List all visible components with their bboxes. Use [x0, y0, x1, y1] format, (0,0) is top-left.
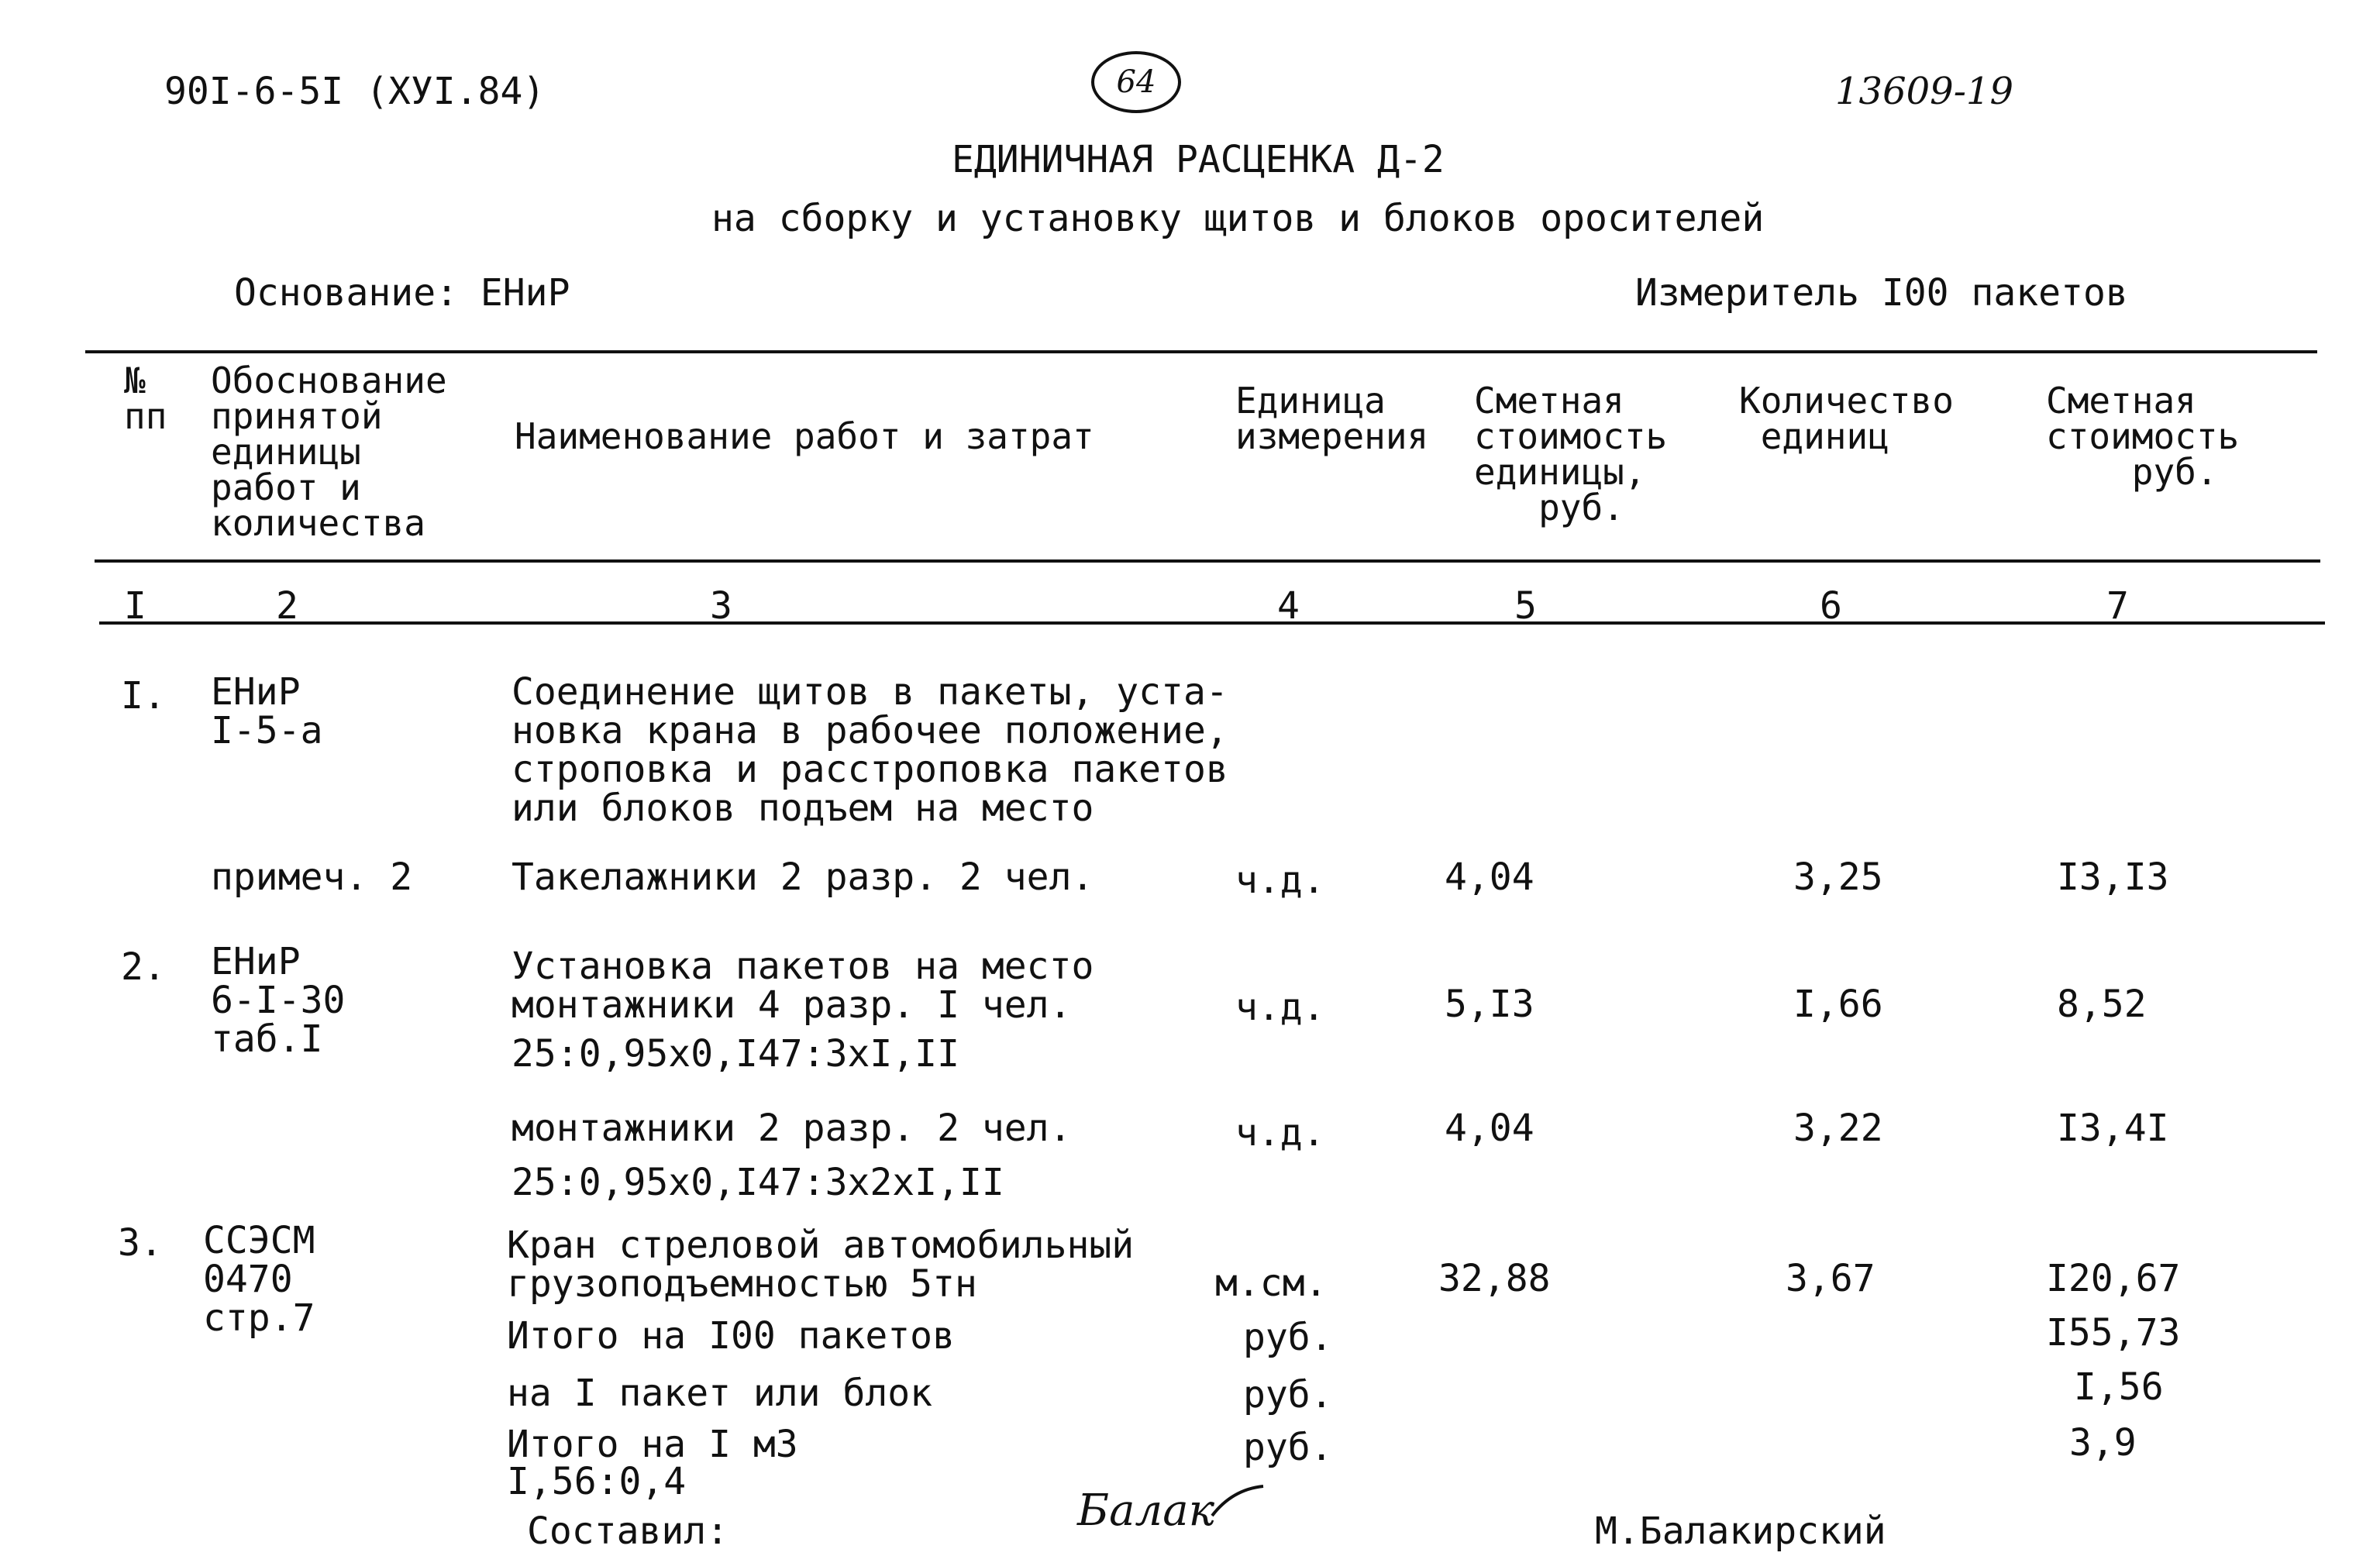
basis-label: Основание: ЕНиР [234, 271, 570, 315]
total-unit: руб. [1243, 1373, 1333, 1417]
total-unit: руб. [1243, 1316, 1333, 1359]
row-number: I. [121, 674, 166, 718]
row-number: 3. [118, 1221, 163, 1265]
compiled-by-label: Составил: [527, 1510, 729, 1553]
unit-label: Измеритель I00 пакетов [1635, 271, 2128, 315]
header-col-qty: Количество единиц [1739, 380, 1954, 457]
column-number: 2 [276, 584, 298, 628]
row-unit: ч.д. [1235, 986, 1325, 1029]
header-col-name: Наименование работ и затрат [515, 415, 1094, 457]
row-unit-price: 4,04 [1445, 1107, 1534, 1150]
table-top-rule [85, 350, 2317, 353]
row-calculation: 25:0,95x0,I47:3x2xI,II [511, 1161, 1004, 1204]
row-total: I3,I3 [2057, 855, 2169, 899]
signature-stroke [1209, 1482, 1271, 1528]
row-calculation: 25:0,95x0,I47:3xI,II [511, 1032, 959, 1076]
row-unit-price: 4,04 [1445, 855, 1534, 899]
column-numbers-rule [99, 621, 2325, 625]
row-total: I3,4I [2057, 1107, 2169, 1150]
row-work-name: Кран стреловой автомобильный грузоподъемностью 5тн [507, 1224, 1135, 1306]
row-quantity: 3,22 [1793, 1107, 1883, 1150]
row-basis: ССЭСМ 0470 стр.7 [203, 1219, 315, 1340]
compiler-name: М.Балакирский [1595, 1510, 1886, 1553]
header-col-total: Сметная стоимость руб. [2046, 380, 2240, 493]
total-label: Итого на I00 пакетов [507, 1314, 955, 1358]
row-total: I20,67 [2046, 1257, 2181, 1300]
row-work-name: Установка пакетов на место монтажники 4 разр. I чел. [511, 945, 1094, 1027]
row-work-name: Соединение щитов в пакеты, уста- новка крана в рабочее положение, строповка и расстроповка пакетов или блоков подъем на место [511, 670, 1228, 830]
total-calculation: I,56:0,4 [507, 1460, 687, 1503]
total-unit: руб. [1243, 1426, 1333, 1469]
column-number: 3 [710, 584, 732, 628]
row-quantity: 3,25 [1793, 855, 1883, 899]
row-work-name: Такелажники 2 разр. 2 чел. [511, 855, 1094, 899]
document-title: ЕДИНИЧНАЯ РАСЦЕНКА Д-2 [952, 138, 1445, 181]
column-number: 7 [2106, 584, 2129, 628]
row-quantity: 3,67 [1786, 1257, 1875, 1300]
document-subtitle: на сборку и установку щитов и блоков оросителей [711, 197, 1765, 240]
registration-number: 13609-19 [1835, 70, 2013, 113]
row-unit: ч.д. [1235, 859, 1325, 902]
header-col-price: Сметная стоимость единицы, руб. [1474, 380, 1668, 528]
row-unit: ч.д. [1235, 1111, 1325, 1155]
column-number: 5 [1514, 584, 1537, 628]
row-basis: ЕНиР 6-I-30 таб.I [211, 940, 346, 1061]
header-col-unit: Единица измерения [1235, 380, 1429, 457]
row-quantity: I,66 [1793, 983, 1883, 1026]
row-total: 8,52 [2057, 983, 2147, 1026]
header-col-num: № пп [124, 360, 167, 437]
row-unit: м.см. [1215, 1262, 1328, 1305]
column-number: I [124, 584, 146, 628]
row-unit-price: 5,I3 [1445, 983, 1534, 1026]
page-number-stamp: 64 [1091, 51, 1181, 113]
signature: Балак [1077, 1485, 1215, 1536]
header-bottom-rule [95, 559, 2320, 563]
row-basis: ЕНиР I-5-а [211, 670, 323, 752]
row-work-name: монтажники 2 разр. 2 чел. [511, 1107, 1072, 1150]
total-label: на I пакет или блок [507, 1372, 933, 1415]
total-label: Итого на I м3 [507, 1423, 798, 1466]
total-value: I,56 [2074, 1365, 2164, 1409]
column-number: 6 [1820, 584, 1842, 628]
row-number: 2. [121, 945, 166, 989]
column-number: 4 [1277, 584, 1300, 628]
row-basis: примеч. 2 [211, 855, 413, 899]
header-col-basis: Обоснование принятой единицы работ и количества [211, 360, 447, 544]
total-value: I55,73 [2046, 1311, 2181, 1355]
document-code: 90I-6-5I (XУI.84) [164, 70, 546, 113]
row-unit-price: 32,88 [1438, 1257, 1551, 1300]
total-value: 3,9 [2069, 1421, 2137, 1465]
